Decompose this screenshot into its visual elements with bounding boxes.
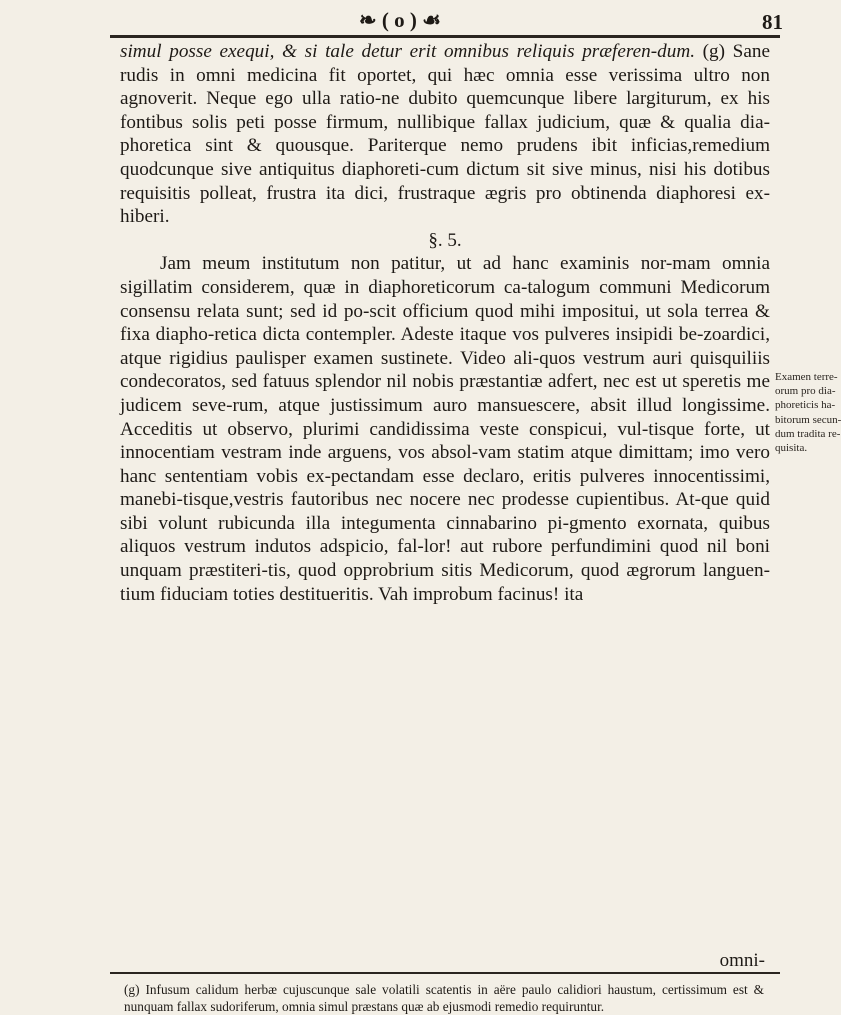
section-heading: §. 5. bbox=[428, 229, 462, 251]
paragraph-1-text: Sane rudis in omni medicina fit oportet, qui hæc omnia esse verissima ultro non agnoverit. Neque ego ulla ratio-ne dubito quemcunque libere largiturum, ex his fontibus solis peti posse firmum, nullibique fallax judicium, quæ & qualia dia-phoretica sint & quousque. Pariterque nemo prudens ibit inficias,remedium quodcunque sive antiquitus diaphoreti-cum dictum sit sive minus, nisi his dotibus requisitis polleat, frustra ita dici, frustraque ægris pro obtinenda diaphoresi ex-hiberi. bbox=[120, 41, 770, 228]
italic-lead: simul posse exequi, & si tale detur erit omnibus reliquis præferen-dum. bbox=[120, 41, 695, 62]
margin-line: quisita. bbox=[775, 442, 808, 455]
footnote: (g) Infusum calidum herbæ cujuscunque sale volatili scatentis in aëre paulo calidiori haustum, certissimum est & nunquam fallax sudoriferum, omnia simul præstans quæ ab ejusmodi remedio requiruntur. bbox=[124, 982, 764, 1014]
paragraph-2: Jam meum institutum non patitur, ut ad hanc examinis nor-mam omnia sigillatim considerem, quæ in diaphoreticorum ca-talogum communi Medicorum consensu relata sunt; sed id po-scit officium quod mihi impositui, ut sola terrea & fixa diapho-retica dicta contempler. Adeste itaque vos pulveres insipidi be-zoardici, atque rigidius paulisper examen sustinete. Video ali-quos vestrum auri quisquiliis condecoratos, sed fatuus splendor nil nobis præstantiæ adfert, nec est ut speretis me judicem seve-rum, atque justissimum auro mansuescere, absit illud longissime. Acceditis ut observo, plurimi candidissima veste conspicui, vul-tisque forte, ut innocentiam vestram inde arguens, vos absol-vam statim atque dimittam; imo vero hanc sententiam vobis ex-pectandam esse declaro, eritis pulveres innocentissimi, manebi-tisque,vestris fautoribus nec nocere nec prodesse cupientibus. At-que quid sibi volunt rubicunda illa integumenta cinnabarino pi-gmento exornata, quibus aliquos vestrum indutos adspicio, fal-lor! aut rubore perfundimini quod nil boni unquam præstiteri-tis, quod opprobrium sitis Medicorum, quod ægrorum languen-tium fiduciam toties destitueritis. Vah improbum facinus! ita bbox=[120, 253, 770, 605]
page-header bbox=[0, 8, 800, 36]
margin-line: phoreticis ha- bbox=[775, 399, 836, 412]
margin-line: Examen terre- bbox=[775, 371, 838, 383]
footnote-ref: (g) bbox=[702, 41, 726, 62]
margin-line: dum tradita re- bbox=[775, 427, 841, 440]
footnote-rule bbox=[110, 972, 780, 974]
header-rule bbox=[110, 35, 780, 38]
main-text bbox=[120, 40, 770, 606]
page-number: 81 bbox=[762, 10, 783, 34]
catchword: omni- bbox=[719, 950, 765, 971]
header-ornament: ❧ ( o ) ☙ bbox=[359, 8, 441, 32]
marginal-note bbox=[775, 370, 841, 455]
margin-line: orum pro dia- bbox=[775, 385, 836, 398]
margin-line: bitorum secun- bbox=[775, 413, 841, 426]
paragraph-1 bbox=[120, 40, 770, 229]
